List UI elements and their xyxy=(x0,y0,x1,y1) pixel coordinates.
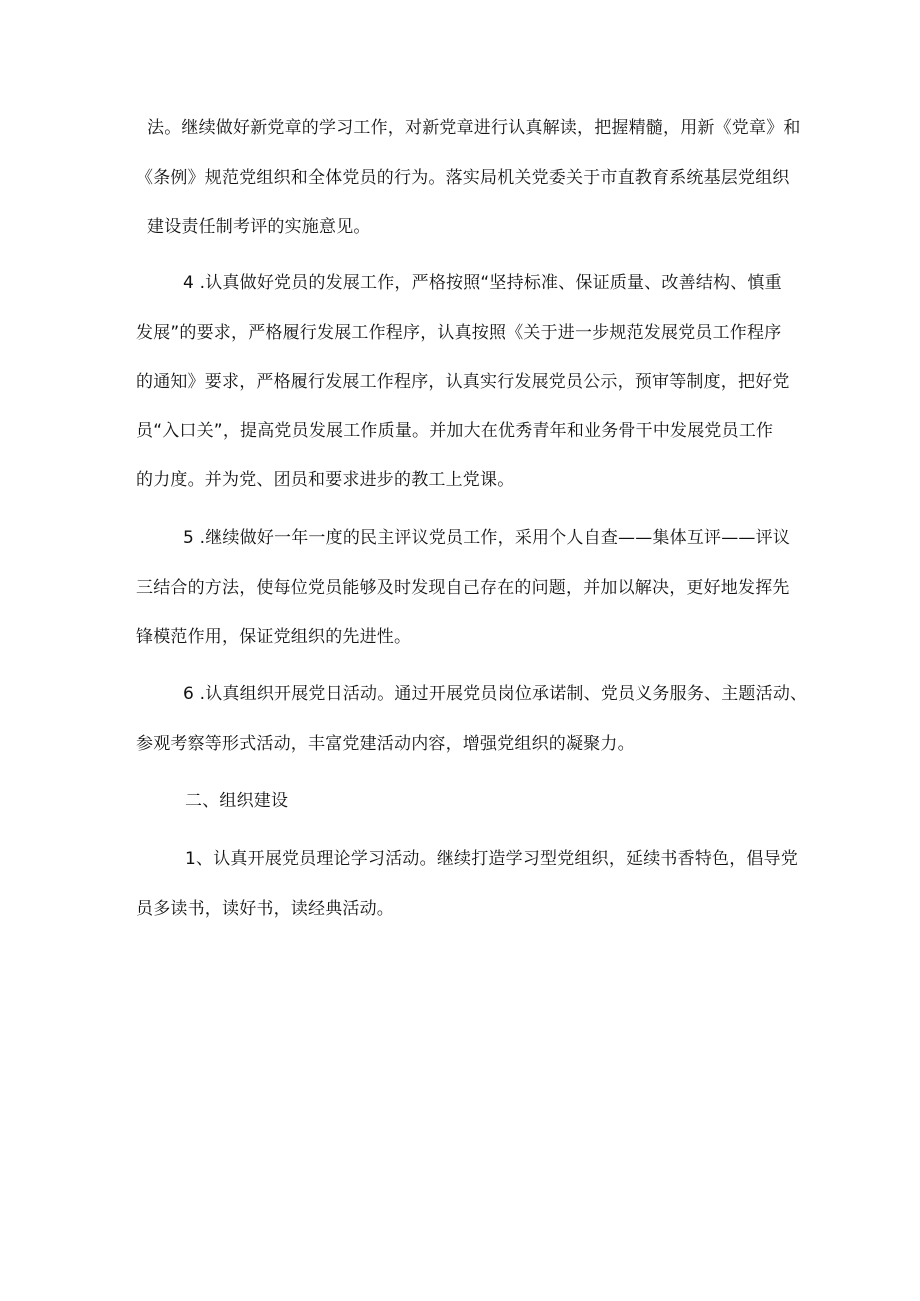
paragraph-continuation-line-1: 法。继续做好新党章的学习工作，对新党章进行认真解读，把握精髓，用新《党章》和 xyxy=(147,118,801,138)
item-4-line-1: 4 .认真做好党员的发展工作，严格按照“坚持标准、保证质量、改善结构、慎重 xyxy=(183,273,782,293)
item-5-line-1: 5 .继续做好一年一度的民主评议党员工作，采用个人自查——集体互评——评议 xyxy=(183,528,791,548)
item-6-line-1: 6 .认真组织开展党日活动。通过开展党员岗位承诺制、党员义务服务、主题活动、 xyxy=(183,684,808,704)
item-5-line-3: 锋模范作用，保证党组织的先进性。 xyxy=(136,627,412,647)
section-2-item-1-line-2: 员多读书，读好书，读经典活动。 xyxy=(136,899,394,919)
item-4-line-4: 员“入口关”，提高党员发展工作质量。并加大在优秀青年和业务骨干中发展党员工作 xyxy=(136,421,774,441)
item-6-line-2: 参观考察等形式活动，丰富党建活动内容，增强党组织的凝聚力。 xyxy=(136,734,635,754)
item-4-line-3: 的通知》要求，严格履行发展工作程序，认真实行发展党员公示，预审等制度，把好党 xyxy=(136,372,790,392)
paragraph-continuation-line-3: 建设责任制考评的实施意见。 xyxy=(147,217,371,237)
item-4-line-2: 发展”的要求，严格履行发展工作程序，认真按照《关于进一步规范发展党员工作程序 xyxy=(136,323,782,343)
section-2-heading: 二、组织建设 xyxy=(185,791,289,811)
item-4-line-5: 的力度。并为党、团员和要求进步的教工上党课。 xyxy=(136,470,515,490)
paragraph-continuation-line-2: 《条例》规范党组织和全体党员的行为。落实局机关党委关于市直教育系统基层党组织 xyxy=(136,168,790,188)
section-2-item-1-line-1: 1、认真开展党员理论学习活动。继续打造学习型党组织，延续书香特色，倡导党 xyxy=(185,849,799,869)
item-5-line-2: 三结合的方法，使每位党员能够及时发现自己存在的问题，并加以解决，更好地发挥先 xyxy=(136,578,790,598)
